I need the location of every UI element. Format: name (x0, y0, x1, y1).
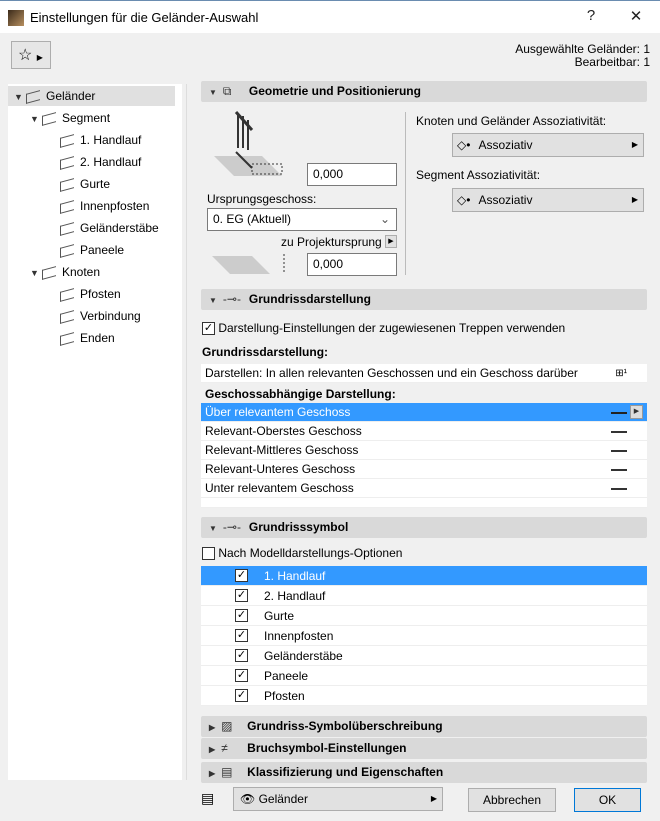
section-title: Klassifizierung und Eigenschaften (247, 765, 444, 779)
symbol-item[interactable] (201, 606, 647, 626)
section-title: Grundriss-Symbolüberschreibung (247, 719, 443, 733)
help-button[interactable]: ? (586, 7, 596, 24)
railing-part-icon (60, 332, 74, 346)
symbol-item-label: Pfosten (264, 689, 305, 703)
section-title: Grundrisssymbol (248, 520, 349, 534)
tree-item[interactable] (8, 328, 115, 348)
selected-count: Ausgewählte Geländer: 1 (515, 42, 650, 56)
symbol-item[interactable] (201, 626, 647, 646)
railing-part-icon (60, 156, 74, 170)
railing-part-icon (60, 310, 74, 324)
railing-part-icon (42, 266, 56, 280)
checkbox[interactable]: ✓ (236, 669, 247, 681)
section-icon: ▤ (221, 765, 233, 779)
checkbox[interactable]: ✓ (236, 569, 247, 581)
display-mode-row[interactable] (201, 364, 647, 383)
story-icon: ⊞¹ (615, 368, 627, 379)
tree-item[interactable] (8, 218, 159, 238)
symbol-item[interactable] (201, 646, 647, 666)
tree-item[interactable] (8, 174, 110, 194)
checkbox-label: Nach Modelldarstellungs-Optionen (218, 546, 403, 560)
origin-story-label: Ursprungsgeschoss: (207, 192, 317, 206)
symbol-item-label: 1. Handlauf (264, 569, 326, 583)
segment-assoc-label: Segment Assoziativität: (416, 168, 541, 182)
offset-input[interactable]: 0,000 (307, 253, 397, 276)
line-symbol-icon (611, 412, 627, 414)
checkbox[interactable]: ✓ (236, 629, 247, 641)
close-button[interactable]: ✕ (629, 8, 643, 25)
railing-part-icon (60, 134, 74, 148)
row-menu-button[interactable]: ▶ (630, 405, 643, 419)
favorites-button[interactable]: ☆ ▶ (11, 41, 51, 69)
story-row-label: Relevant-Mittleres Geschoss (205, 443, 359, 457)
tree-item-label: Enden (80, 331, 115, 345)
origin-story-value: 0. EG (Aktuell) (213, 212, 292, 226)
segment-assoc-button[interactable]: ◇• Assoziativ ▶ (452, 188, 644, 212)
project-origin-toggle[interactable]: ▶ (385, 235, 397, 248)
model-options-checkbox[interactable] (202, 546, 402, 560)
tree-item[interactable] (8, 306, 141, 326)
tree-item[interactable] (8, 108, 110, 128)
checkbox[interactable]: ✓ (236, 609, 247, 621)
associative-icon: ◇• (457, 193, 471, 207)
line-symbol-icon (611, 450, 627, 452)
display-label: Grundrissdarstellung: (202, 345, 329, 359)
tree-item-label: 2. Handlauf (80, 155, 142, 169)
layer-select[interactable]: 👁 Geländer ▶ (233, 787, 443, 811)
checkbox-label: Darstellung-Einstellungen der zugewiesenen Treppen verwenden (218, 321, 566, 335)
tree-item-label: Knoten (62, 265, 101, 279)
railing-part-icon (60, 222, 74, 236)
railing-part-icon (60, 288, 74, 302)
railing-part-icon (26, 90, 40, 104)
symbol-item-label: Innenpfosten (264, 629, 334, 643)
symbol-item[interactable] (201, 586, 647, 606)
app-icon (8, 10, 24, 26)
editable-count: Bearbeitbar: 1 (574, 55, 650, 69)
symbol-item-label: 2. Handlauf (264, 589, 326, 603)
railing-height-illustration (212, 108, 292, 180)
tree-item-label: Verbindung (80, 309, 141, 323)
railing-height-input[interactable]: 0,000 (307, 163, 397, 186)
checkbox[interactable]: ✓ (236, 649, 247, 661)
associative-icon: ◇• (457, 138, 471, 152)
checkbox[interactable]: ✓ (203, 322, 214, 335)
tree-item-label: 1. Handlauf (80, 133, 142, 147)
railing-part-icon (60, 200, 74, 214)
railing-part-icon (42, 112, 56, 126)
tree-item[interactable] (8, 152, 141, 172)
segment-assoc-value: Assoziativ (478, 193, 533, 207)
chevron-down-icon[interactable]: ▼ (30, 114, 39, 124)
star-icon: ☆ (18, 47, 33, 64)
geometry-divider (405, 112, 406, 275)
symbol-icon: -⊸- (222, 520, 241, 534)
tree-item-label: Gurte (80, 177, 111, 191)
line-symbol-icon (611, 469, 627, 471)
section-geometry[interactable]: ▼ ⧉ Geometrie und Positionierung (201, 81, 647, 102)
chevron-down-icon: ⌄ (379, 212, 390, 226)
geometry-icon: ⧉ (222, 84, 232, 98)
tree-item[interactable] (8, 284, 121, 304)
symbol-item-label: Geländerstäbe (264, 649, 343, 663)
panel-divider[interactable] (186, 84, 187, 780)
railing-part-icon (60, 244, 74, 258)
section-collapsed[interactable]: ▶ ▨ Grundriss-Symbolüberschreibung (201, 716, 647, 737)
title-bar (0, 0, 660, 33)
checkbox[interactable] (202, 547, 215, 560)
story-row[interactable] (201, 441, 647, 460)
tree-item-label: Geländer (46, 89, 96, 103)
story-row-label: Über relevantem Geschoss (205, 405, 351, 419)
checkbox[interactable]: ✓ (236, 689, 247, 701)
eye-icon: 👁 (240, 792, 256, 806)
story-row-label: Relevant-Oberstes Geschoss (205, 424, 362, 438)
checkbox[interactable]: ✓ (236, 589, 247, 601)
line-symbol-icon (611, 431, 627, 433)
tree-item[interactable] (8, 240, 124, 260)
layer-icon: ▤ (201, 790, 215, 806)
section-icon: ≠ (221, 741, 228, 755)
symbol-item[interactable] (201, 566, 647, 586)
section-title: Bruchsymbol-Einstellungen (247, 741, 407, 755)
railing-part-icon (60, 178, 74, 192)
tree-item[interactable] (8, 130, 141, 150)
story-row[interactable] (201, 479, 647, 498)
section-title: Grundrissdarstellung (248, 292, 371, 306)
offset-illustration (212, 252, 292, 276)
tree-item-label: Segment (62, 111, 111, 125)
symbol-item[interactable] (201, 686, 647, 706)
story-row-label: Relevant-Unteres Geschoss (205, 462, 356, 476)
tree-item-label: Innenpfosten (80, 199, 150, 213)
layer-value: Geländer (258, 792, 308, 806)
section-collapsed[interactable]: ▶ ≠ Bruchsymbol-Einstellungen (201, 738, 647, 759)
symbol-item[interactable] (201, 666, 647, 686)
tree-item-label: Pfosten (80, 287, 121, 301)
section-floorplan[interactable]: ▼ -⊸- Grundrissdarstellung (201, 289, 647, 310)
section-collapsed[interactable]: ▶ ▤ Klassifizierung und Eigenschaften (201, 762, 647, 783)
window-title: Einstellungen für die Geländer-Auswahl (30, 10, 259, 25)
cancel-button[interactable]: Abbrechen (468, 788, 556, 812)
symbol-item-label: Gurte (264, 609, 295, 623)
story-row[interactable] (201, 460, 647, 479)
use-stair-settings-checkbox[interactable] (202, 321, 565, 335)
line-symbol-icon (611, 488, 627, 490)
tree-item[interactable] (8, 196, 149, 216)
origin-story-select[interactable] (207, 208, 397, 231)
chevron-down-icon[interactable]: ▼ (30, 268, 39, 278)
floorplan-icon: -⊸- (222, 292, 241, 306)
section-icon: ▨ (221, 719, 233, 733)
chevron-down-icon[interactable]: ▼ (14, 92, 23, 102)
node-assoc-value: Assoziativ (478, 138, 533, 152)
settings-tree[interactable] (8, 84, 182, 780)
section-symbol[interactable]: ▼ -⊸- Grundrisssymbol (201, 517, 647, 538)
tree-item[interactable] (8, 262, 100, 282)
empty-row (201, 498, 647, 508)
node-assoc-label: Knoten und Geländer Assoziativität: (416, 114, 607, 128)
tree-item-label: Geländerstäbe (80, 221, 159, 235)
display-mode-value: Darstellen: In allen relevanten Geschossen und ein Geschoss darüber (205, 366, 578, 380)
symbol-item-label: Paneele (264, 669, 309, 683)
story-label: Geschossabhängige Darstellung: (205, 387, 396, 401)
node-assoc-button[interactable]: ◇• Assoziativ ▶ (452, 133, 644, 157)
selection-info (515, 43, 650, 69)
story-row[interactable] (201, 403, 647, 422)
ok-button[interactable]: OK (574, 788, 641, 812)
project-origin-label: zu Projektursprung (281, 235, 382, 249)
section-title: Geometrie und Positionierung (248, 84, 421, 98)
tree-item[interactable] (8, 86, 175, 106)
story-row-label: Unter relevantem Geschoss (205, 481, 354, 495)
story-row[interactable] (201, 422, 647, 441)
tree-item-label: Paneele (80, 243, 125, 257)
